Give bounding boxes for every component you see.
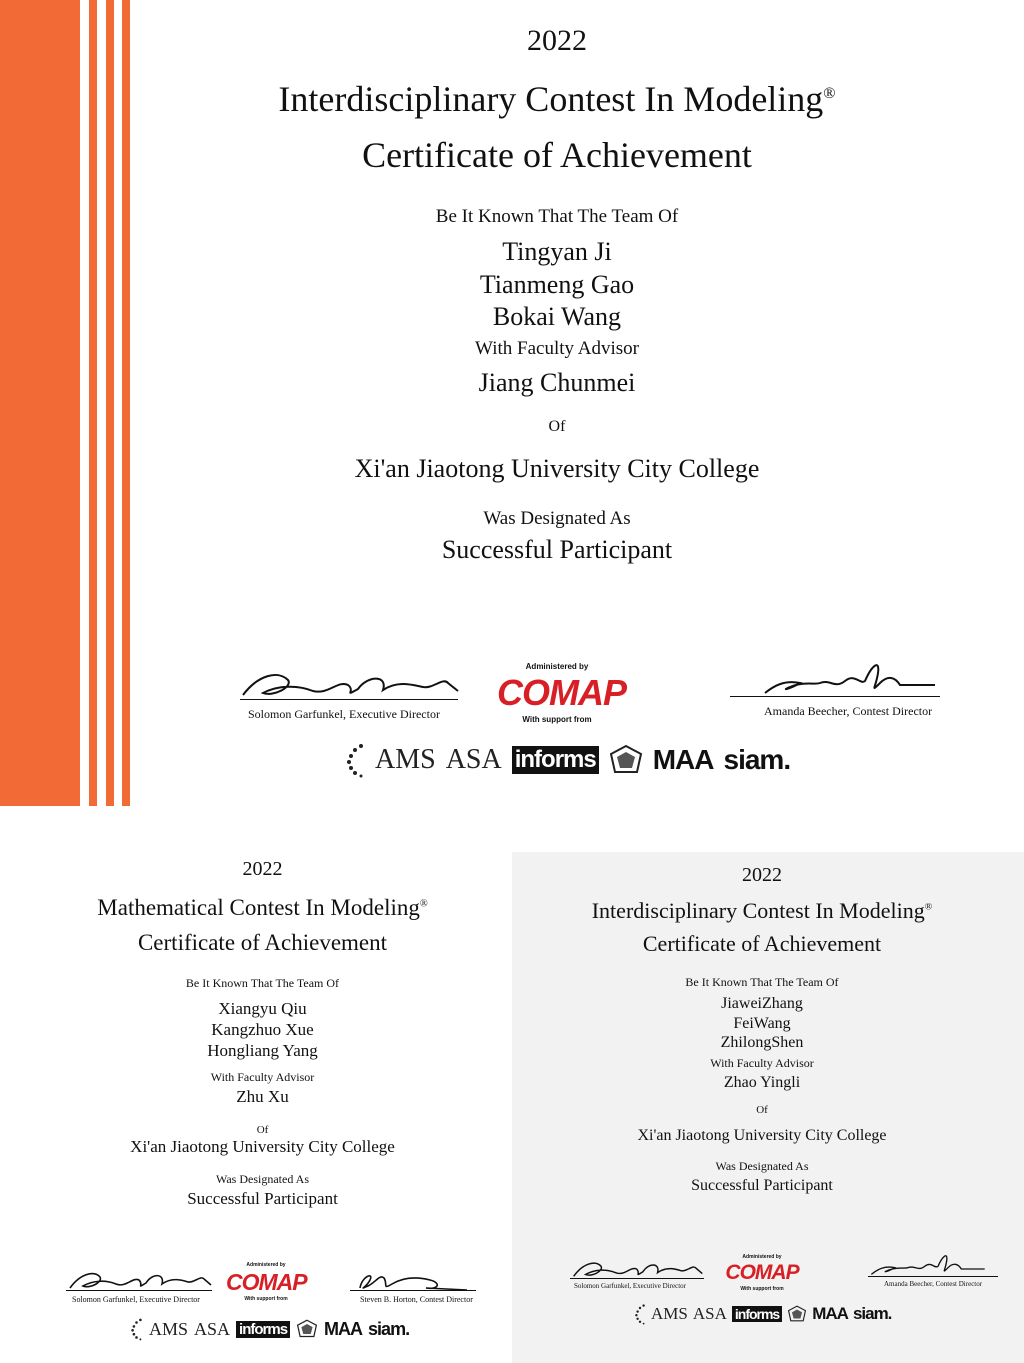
team-member-1: Tingyan Ji <box>502 237 612 266</box>
ams-logo: AMS <box>375 744 436 775</box>
informs-logo: informs <box>732 1306 782 1322</box>
contest-name <box>130 78 984 120</box>
certificate-year: 2022 <box>242 858 283 880</box>
of-text: Of <box>756 1104 768 1116</box>
team-member-3: ZhilongShen <box>720 1034 804 1051</box>
signature-caption-right: Steven B. Horton, Contest Director <box>360 1295 473 1304</box>
advisor-name: Zhu Xu <box>236 1087 289 1106</box>
orange-stripe-3 <box>122 0 130 806</box>
informs-logo: informs <box>512 746 599 774</box>
siam-logo: siam. <box>723 744 791 775</box>
ams-logo: AMS <box>149 1318 189 1339</box>
designated-text: Was Designated As <box>215 1172 310 1186</box>
informs-logo: informs <box>236 1321 290 1338</box>
team-member-3: Hongliang Yang <box>207 1041 318 1060</box>
award-name: Successful Participant <box>187 1189 338 1208</box>
signature-line-right <box>730 696 940 697</box>
team-member-1: JiaweiZhang <box>721 995 803 1012</box>
certificate-title: Certificate of Achievement <box>137 930 388 955</box>
school-name: Xi'an Jiaotong University City College <box>130 1137 395 1156</box>
designated-text: Was Designated As <box>715 1159 809 1173</box>
team-member-2: Tianmeng Gao <box>479 270 635 299</box>
maa-icon <box>609 744 643 776</box>
school-name: Xi'an Jiaotong University City College <box>637 1127 887 1144</box>
team-member-2: FeiWang <box>733 1015 791 1032</box>
certificate-title: Certificate of Achievement <box>362 135 752 175</box>
certificate-title: Certificate of Achievement <box>642 931 882 956</box>
contest-name-text: Mathematical Contest In Modeling <box>97 895 420 920</box>
asa-logo: ASA <box>445 744 502 775</box>
administered-by-text: Administered by <box>525 662 589 671</box>
contest-name <box>512 898 1012 924</box>
mcm-certificate <box>0 806 512 1363</box>
registered-mark: ® <box>924 901 933 913</box>
support-text: With support from <box>522 715 592 724</box>
signature-right <box>760 655 940 700</box>
maa-logo: MAA <box>812 1304 848 1323</box>
asa-logo: ASA <box>194 1318 231 1339</box>
maa-icon <box>296 1319 318 1339</box>
signature-line-left <box>570 1278 704 1279</box>
known-text: Be It Known That The Team Of <box>685 975 839 989</box>
orange-stripe-wide <box>0 0 80 806</box>
comap-block <box>226 1262 306 1302</box>
comap-logo: COMAP <box>725 1261 799 1284</box>
contest-name-text: Interdisciplinary Contest In Modeling <box>278 79 824 119</box>
ams-dots-icon <box>130 1317 143 1341</box>
maa-icon <box>787 1305 807 1323</box>
certificate-year: 2022 <box>527 24 587 57</box>
siam-logo: siam. <box>368 1318 410 1339</box>
of-text: Of <box>256 1124 269 1136</box>
maa-logo: MAA <box>652 744 714 775</box>
icm-certificate-scan <box>512 852 1024 1363</box>
siam-logo: siam. <box>852 1304 892 1323</box>
contest-name-text: Interdisciplinary Contest In Modeling <box>591 898 925 923</box>
ams-dots-icon <box>634 1303 646 1325</box>
signature-caption-left: Solomon Garfunkel, Executive Director <box>574 1282 686 1290</box>
sponsor-logos <box>345 740 790 780</box>
award-name: Successful Participant <box>691 1177 833 1194</box>
contest-name <box>0 895 525 921</box>
ams-logo: AMS <box>651 1304 688 1323</box>
advisor-label: With Faculty Advisor <box>210 1070 315 1084</box>
signature-caption-right: Amanda Beecher, Contest Director <box>884 1280 983 1288</box>
signature-line-right <box>350 1290 476 1291</box>
of-text: Of <box>548 418 566 435</box>
team-member-2: Kangzhuo Xue <box>211 1020 314 1039</box>
support-text: With support from <box>740 1286 784 1292</box>
comap-logo: COMAP <box>226 1269 307 1295</box>
registered-mark: ® <box>419 898 428 910</box>
award-name: Successful Participant <box>441 535 673 564</box>
orange-stripe-1 <box>89 0 97 806</box>
advisor-label: With Faculty Advisor <box>710 1056 814 1070</box>
sponsor-logos <box>634 1302 891 1326</box>
designated-text: Was Designated As <box>483 508 631 529</box>
ams-dots-icon <box>345 742 365 778</box>
signature-line-right <box>868 1276 998 1277</box>
advisor-name: Jiang Chunmei <box>478 368 636 397</box>
certificate-year: 2022 <box>742 864 782 886</box>
asa-logo: ASA <box>692 1304 727 1323</box>
comap-logo: COMAP <box>497 672 626 713</box>
school-name: Xi'an Jiaotong University City College <box>354 454 760 483</box>
maa-logo: MAA <box>324 1318 363 1339</box>
sponsor-logos <box>130 1316 409 1342</box>
advisor-name: Zhao Yingli <box>723 1074 801 1091</box>
support-text: With support from <box>244 1296 288 1302</box>
signature-line-left <box>66 1290 212 1291</box>
signature-caption-left: Solomon Garfunkel, Executive Director <box>72 1295 200 1304</box>
signature-line-left <box>240 699 458 700</box>
team-member-3: Bokai Wang <box>492 302 622 331</box>
advisor-label: With Faculty Advisor <box>475 338 639 359</box>
team-member-1: Xiangyu Qiu <box>218 999 307 1018</box>
known-text: Be It Known That The Team Of <box>435 206 679 227</box>
comap-block <box>497 662 626 724</box>
administered-by-text: Administered by <box>742 1254 782 1260</box>
registered-mark: ® <box>823 84 836 102</box>
orange-stripe-2 <box>106 0 114 806</box>
signature-caption-left: Solomon Garfunkel, Executive Director <box>248 707 440 721</box>
signature-caption-right: Amanda Beecher, Contest Director <box>764 704 933 718</box>
known-text: Be It Known That The Team Of <box>185 976 340 990</box>
comap-block <box>724 1254 800 1292</box>
administered-by-text: Administered by <box>246 1262 286 1268</box>
